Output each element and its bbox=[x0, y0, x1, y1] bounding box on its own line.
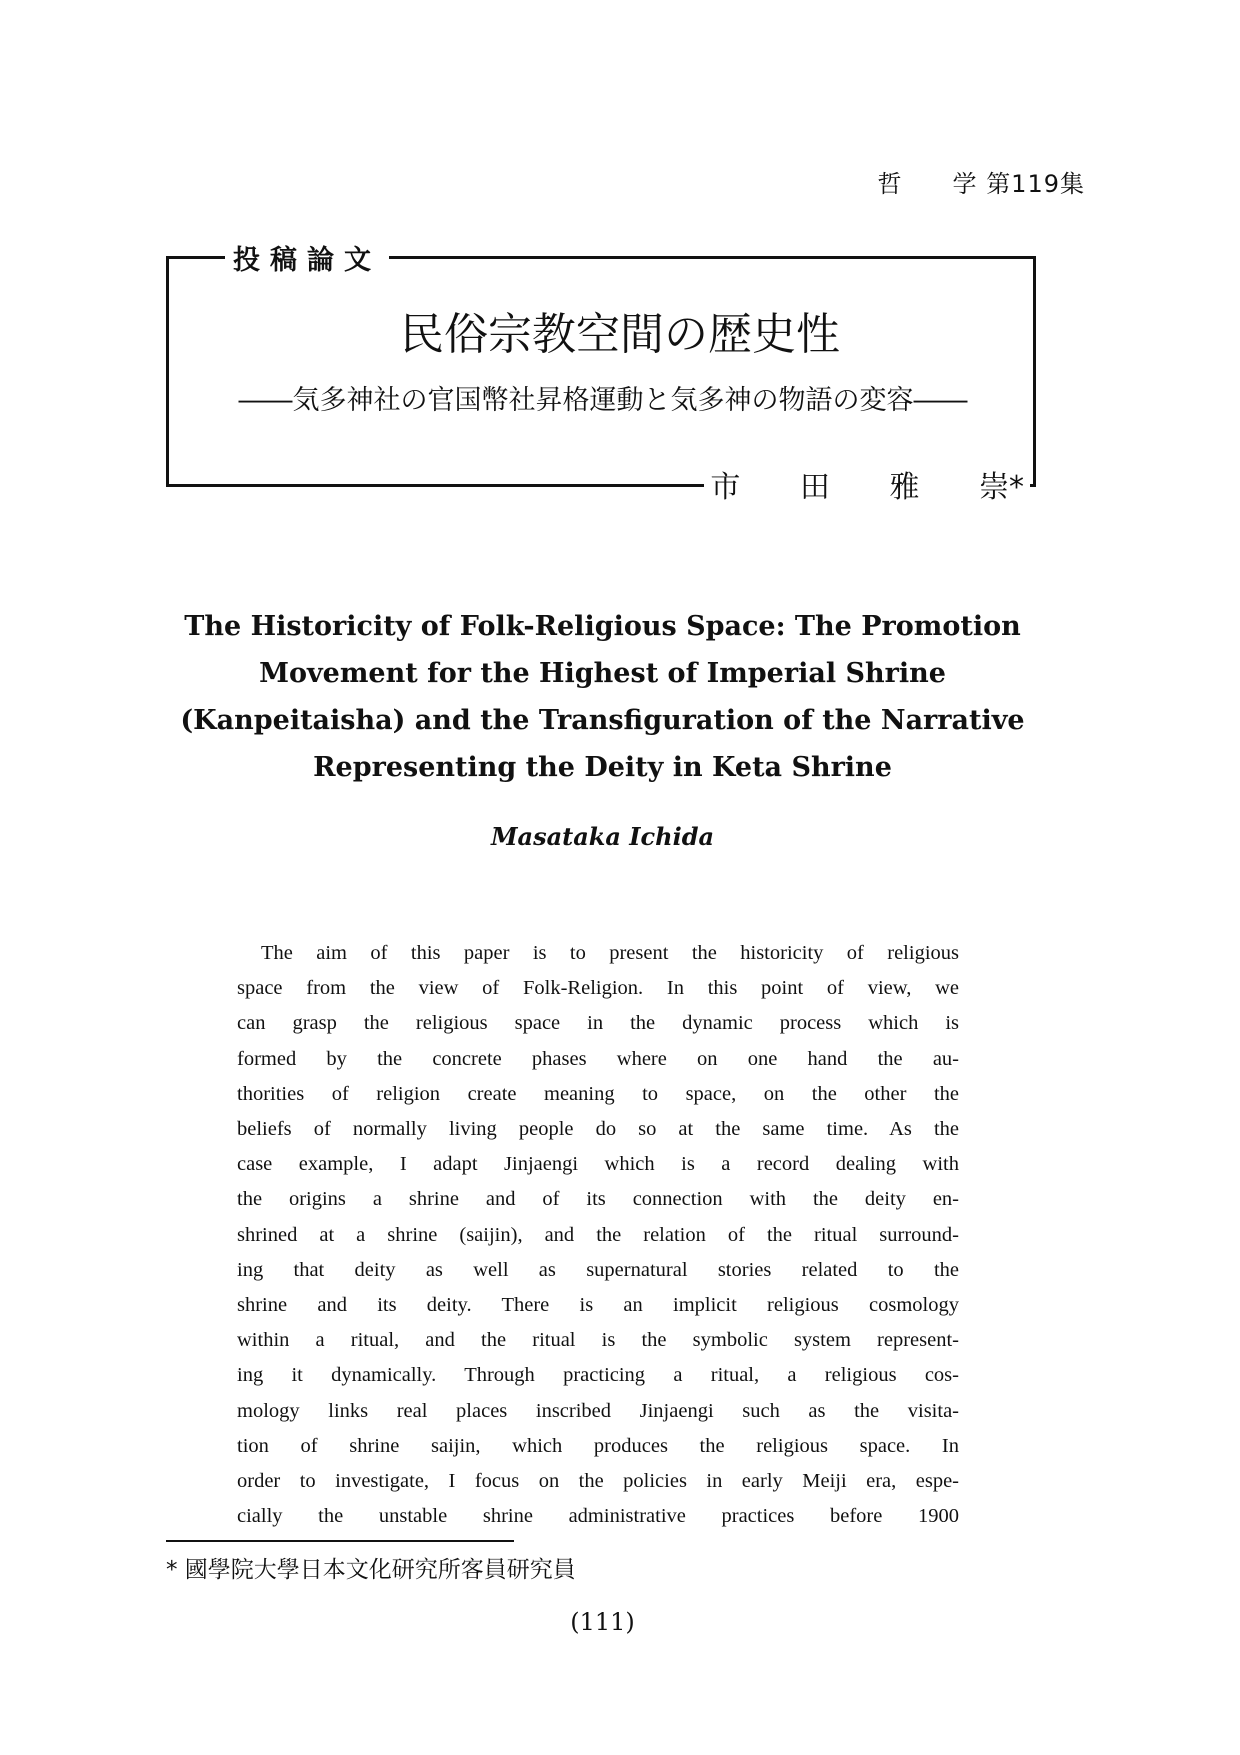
abstract-line: within a ritual, and the ritual is the symbolic system represent- bbox=[237, 1329, 959, 1352]
page-number: (111) bbox=[570, 1608, 635, 1636]
abstract bbox=[237, 936, 959, 1534]
abstract-line: can grasp the religious space in the dynamic process which is bbox=[237, 1012, 959, 1035]
english-title-line: Representing the Deity in Keta Shrine bbox=[313, 752, 892, 783]
abstract-line: the origins a shrine and of its connection with the deity en- bbox=[237, 1188, 959, 1211]
footnote-rule bbox=[166, 1540, 514, 1542]
running-header bbox=[878, 164, 1085, 199]
english-title-line: Movement for the Highest of Imperial Shrine bbox=[259, 658, 946, 689]
abstract-line: formed by the concrete phases where on one hand the au- bbox=[237, 1047, 959, 1070]
volume-number: 第119集 bbox=[986, 170, 1085, 198]
abstract-line: space from the view of Folk-Religion. In this point of view, we bbox=[237, 977, 959, 1000]
japanese-author: 市 田 雅 崇* bbox=[704, 462, 1030, 506]
english-title-line: The Historicity of Folk-Religious Space: The Promotion bbox=[184, 611, 1021, 642]
english-title-line: (Kanpeitaisha) and the Transfiguration of the Narrative bbox=[180, 705, 1025, 736]
abstract-line: cially the unstable shrine administrative practices before 1900 bbox=[237, 1505, 959, 1528]
abstract-line: mology links real places inscribed Jinjaengi such as the visita- bbox=[237, 1399, 959, 1422]
abstract-line: order to investigate, I focus on the policies in early Meiji era, espe- bbox=[237, 1470, 959, 1493]
abstract-line: ing it dynamically. Through practicing a ritual, a religious cos- bbox=[237, 1364, 959, 1387]
abstract-line: The aim of this paper is to present the historicity of religious bbox=[261, 942, 959, 964]
abstract-line: thorities of religion create meaning to space, on the other the bbox=[237, 1082, 959, 1105]
journal-name: 哲 学 bbox=[877, 170, 978, 198]
japanese-subtitle: ――気多神社の官国幣社昇格運動と気多神の物語の変容―― bbox=[238, 385, 968, 416]
article-category: 投稿論文 bbox=[225, 238, 389, 277]
abstract-line: shrined at a shrine (saijin), and the relation of the ritual surround- bbox=[237, 1223, 959, 1246]
title-frame bbox=[166, 256, 1036, 485]
abstract-line: shrine and its deity. There is an implicit religious cosmology bbox=[237, 1294, 959, 1317]
footnote: * 國學院大學日本文化研究所客員研究員 bbox=[166, 1557, 576, 1583]
abstract-line: case example, I adapt Jinjaengi which is a record dealing with bbox=[237, 1153, 959, 1176]
abstract-line: beliefs of normally living people do so at the same time. As the bbox=[237, 1118, 959, 1141]
english-title bbox=[0, 603, 1205, 791]
abstract-line: tion of shrine saijin, which produces the religious space. In bbox=[237, 1434, 959, 1457]
abstract-line: ing that deity as well as supernatural stories related to the bbox=[237, 1258, 959, 1281]
english-author: Masataka Ichida bbox=[490, 822, 715, 851]
japanese-title: 民俗宗教空間の歴史性 bbox=[400, 309, 840, 360]
